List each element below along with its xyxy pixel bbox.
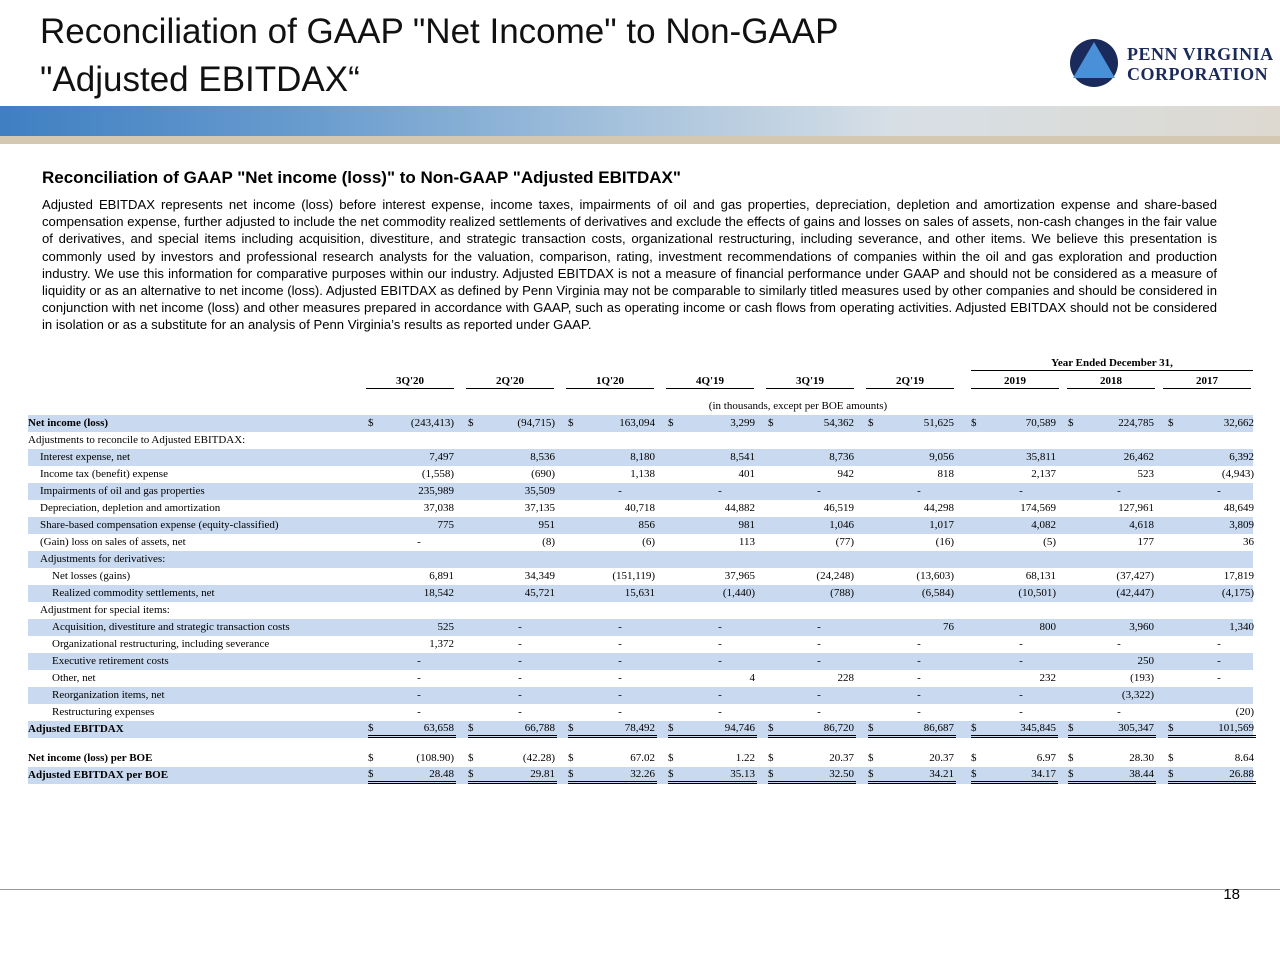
table-cell: - [618, 638, 622, 650]
table-cell: - [718, 621, 722, 633]
table-cell: (788) [830, 587, 854, 599]
table-cell: - [1217, 485, 1221, 497]
year-ended-header: Year Ended December 31, [971, 357, 1253, 371]
table-cell: - [917, 638, 921, 650]
table-cell: 8,736 [829, 451, 854, 463]
dollar-sign: $ [368, 417, 374, 429]
table-cell: (243,413) [410, 417, 454, 429]
row-label: Executive retirement costs [52, 655, 169, 667]
dollar-sign: $ [668, 417, 674, 429]
table-row [28, 500, 1253, 517]
table-cell: 4,618 [1129, 519, 1154, 531]
table-cell: 26.88 [1174, 767, 1254, 784]
table-cell: - [618, 672, 622, 684]
row-spacer [28, 738, 1253, 750]
title-line-1: Reconciliation of GAAP "Net Income" to Non-GAAP [40, 12, 839, 51]
table-cell: (20) [1235, 706, 1254, 718]
table-cell: - [618, 655, 622, 667]
row-label: Other, net [52, 672, 96, 684]
dollar-sign: $ [971, 417, 977, 429]
table-cell: - [817, 706, 821, 718]
table-row [28, 449, 1253, 466]
row-label: Adjustments to reconcile to Adjusted EBITDAX: [28, 434, 246, 446]
table-row [28, 585, 1253, 602]
row-label: Adjusted EBITDAX [28, 723, 124, 735]
table-cell: 800 [1039, 621, 1056, 633]
table-row [28, 568, 1253, 585]
row-label: Reorganization items, net [52, 689, 165, 701]
table-cell: 37,965 [724, 570, 755, 582]
row-label: Organizational restructuring, including severance [52, 638, 270, 650]
table-cell: 34,349 [524, 570, 555, 582]
table-cell: 20.37 [929, 752, 954, 764]
column-header: 2017 [1163, 375, 1251, 389]
table-cell: - [618, 689, 622, 701]
dollar-sign: $ [468, 752, 474, 764]
table-cell: 40,718 [624, 502, 655, 514]
table-cell: (4,175) [1221, 587, 1254, 599]
column-header: 2Q'20 [466, 375, 554, 389]
table-row [28, 415, 1253, 432]
table-cell: - [1217, 655, 1221, 667]
dollar-sign: $ [768, 767, 856, 784]
table-cell: 48,649 [1223, 502, 1254, 514]
dollar-sign: $ [668, 752, 674, 764]
table-cell: 3,299 [730, 417, 755, 429]
table-cell: 29.81 [475, 767, 555, 784]
table-cell: 51,625 [923, 417, 954, 429]
table-cell: 1,372 [429, 638, 454, 650]
table-cell: 46,519 [823, 502, 854, 514]
definition-paragraph: Adjusted EBITDAX represents net income (loss) before interest expense, income taxes, impairments of oil and gas properties, depreciation, depletion and amortization expense and share-based compensation expense, further adjusted to include the net commodity realized settlements of derivatives and exclude the effects of gains and losses on sales of assets, non-cash changes in the fair value of derivatives, and special items including acquisition, divestiture, and strategic transaction costs, organizational restructuring, including severance, and other items. We believe this presentation is commonly used by investors and professional research analysts for the valuation, comparison, rating, investment recommendations of companies within the oil and gas exploration and production industry. We use this information for comparative purposes within our industry. Adjusted EBITDAX is not a measure of financial performance under GAAP and should not be considered as a measure of liquidity or as an alternative to net income (loss). Adjusted EBITDAX as defined by Penn Virginia may not be comparable to similarly titled measures used by other companies and should be considered in conjunction with net income (loss) and other measures prepared in accordance with GAAP, such as operating income or cash flows from operating activities. Adjusted EBITDAX should not be considered in isolation or as a substitute for an analysis of Penn Virginia’s results as reported under GAAP. [42, 197, 1217, 333]
table-cell: 1.22 [735, 752, 755, 764]
table-cell: 3,809 [1229, 519, 1254, 531]
table-cell: 4 [749, 672, 755, 684]
table-cell: 8,536 [530, 451, 555, 463]
table-cell: (3,322) [1121, 689, 1154, 701]
table-cell: 15,631 [624, 587, 655, 599]
table-cell: (6,584) [921, 587, 954, 599]
table-cell: (42.28) [522, 752, 555, 764]
table-cell: 224,785 [1118, 417, 1154, 429]
dollar-sign: $ [868, 417, 874, 429]
table-cell: - [917, 485, 921, 497]
table-cell: - [1019, 638, 1023, 650]
table-cell: 26,462 [1123, 451, 1154, 463]
table-cell: - [1217, 638, 1221, 650]
table-cell: - [518, 621, 522, 633]
table-cell: 34.21 [874, 767, 954, 784]
table-cell: - [1117, 706, 1121, 718]
table-cell: - [718, 638, 722, 650]
dollar-sign: $ [868, 752, 874, 764]
logo-wordmark [1127, 44, 1274, 84]
table-cell: (77) [835, 536, 854, 548]
table-cell: 86,687 [874, 721, 954, 738]
table-cell: - [417, 655, 421, 667]
table-cell: (4,943) [1221, 468, 1254, 480]
table-cell: 28.48 [374, 767, 454, 784]
row-label: Income tax (benefit) expense [40, 468, 168, 480]
header-tan-stripe [0, 136, 1280, 144]
table-cell: - [718, 485, 722, 497]
table-cell: 401 [738, 468, 755, 480]
dollar-sign: $ [1168, 721, 1256, 738]
column-header: 3Q'20 [366, 375, 454, 389]
logo-emblem-icon [1068, 38, 1120, 88]
dollar-sign: $ [368, 767, 456, 784]
dollar-sign: $ [768, 752, 774, 764]
table-row [28, 704, 1253, 721]
table-cell: 44,882 [724, 502, 755, 514]
table-cell: 232 [1039, 672, 1056, 684]
dollar-sign: $ [1068, 767, 1156, 784]
page-title [40, 8, 838, 104]
table-cell: 6,392 [1229, 451, 1254, 463]
table-row [28, 432, 1253, 449]
table-cell: 67.02 [630, 752, 655, 764]
table-cell: 7,497 [429, 451, 454, 463]
row-label: Adjustment for special items: [40, 604, 170, 616]
row-label: (Gain) loss on sales of assets, net [40, 536, 186, 548]
table-cell: 818 [937, 468, 954, 480]
dollar-sign: $ [568, 752, 574, 764]
table-cell: 70,589 [1025, 417, 1056, 429]
row-label: Acquisition, divestiture and strategic transaction costs [52, 621, 290, 633]
table-cell: 76 [943, 621, 954, 633]
table-cell: (42,447) [1116, 587, 1154, 599]
table-cell: (16) [935, 536, 954, 548]
table-cell: 78,492 [575, 721, 655, 738]
table-row [28, 670, 1253, 687]
dollar-sign: $ [568, 721, 657, 738]
title-line-2: "Adjusted EBITDAX“ [40, 60, 360, 99]
table-cell: 38.44 [1074, 767, 1154, 784]
table-cell: 94,746 [675, 721, 755, 738]
table-cell: (5) [1043, 536, 1056, 548]
row-label: Net losses (gains) [52, 570, 131, 582]
dollar-sign: $ [971, 767, 1058, 784]
table-cell: 18,542 [423, 587, 454, 599]
table-row [28, 767, 1253, 784]
table-cell: 1,046 [829, 519, 854, 531]
table-cell: 44,298 [923, 502, 954, 514]
table-cell: 127,961 [1118, 502, 1154, 514]
table-cell: - [817, 655, 821, 667]
table-cell: 8,180 [630, 451, 655, 463]
dollar-sign: $ [368, 752, 374, 764]
table-cell: 37,038 [423, 502, 454, 514]
dollar-sign: $ [468, 417, 474, 429]
table-cell: 28.30 [1129, 752, 1154, 764]
table-cell: 20.37 [829, 752, 854, 764]
row-label: Net income (loss) [28, 417, 109, 429]
table-row [28, 750, 1253, 767]
row-label: Impairments of oil and gas properties [40, 485, 205, 497]
table-cell: - [518, 689, 522, 701]
table-row [28, 619, 1253, 636]
dollar-sign: $ [868, 721, 956, 738]
row-label: Interest expense, net [40, 451, 131, 463]
table-cell: 45,721 [524, 587, 555, 599]
table-cell: 163,094 [619, 417, 655, 429]
column-header: 1Q'20 [566, 375, 654, 389]
header-gradient-band [0, 106, 1280, 136]
table-cell: (10,501) [1018, 587, 1056, 599]
units-row [28, 391, 1253, 415]
dollar-sign: $ [971, 721, 1058, 738]
table-cell: 235,989 [418, 485, 454, 497]
row-label: Restructuring expenses [52, 706, 155, 718]
dollar-sign: $ [1068, 417, 1074, 429]
dollar-sign: $ [768, 417, 774, 429]
table-cell: (108.90) [416, 752, 454, 764]
table-cell: 86,720 [774, 721, 854, 738]
table-cell: 6,891 [429, 570, 454, 582]
dollar-sign: $ [468, 721, 557, 738]
table-cell: 525 [437, 621, 454, 633]
table-cell: 775 [437, 519, 454, 531]
column-header: 4Q'19 [666, 375, 754, 389]
table-cell: - [518, 706, 522, 718]
table-cell: 228 [837, 672, 854, 684]
reconciliation-table [28, 357, 1253, 784]
logo-line-2: CORPORATION [1127, 64, 1269, 84]
table-cell: - [417, 689, 421, 701]
column-header: 2Q'19 [866, 375, 954, 389]
dollar-sign: $ [668, 721, 757, 738]
table-cell: - [917, 706, 921, 718]
table-cell: - [1019, 485, 1023, 497]
table-cell: 2,137 [1031, 468, 1056, 480]
table-cell: - [1117, 485, 1121, 497]
table-cell: 4,082 [1031, 519, 1056, 531]
row-label: Net income (loss) per BOE [28, 752, 153, 764]
table-cell: - [1117, 638, 1121, 650]
table-cell: - [1019, 655, 1023, 667]
table-cell: 3,960 [1129, 621, 1154, 633]
table-row [28, 534, 1253, 551]
table-cell: - [817, 485, 821, 497]
table-cell: 9,056 [929, 451, 954, 463]
table-cell: 8.64 [1234, 752, 1254, 764]
table-cell: 8,541 [730, 451, 755, 463]
table-body [28, 415, 1253, 784]
table-row [28, 721, 1253, 738]
table-cell: 305,347 [1074, 721, 1154, 738]
dollar-sign: $ [468, 767, 557, 784]
table-cell: - [1217, 672, 1221, 684]
table-cell: - [417, 706, 421, 718]
table-cell: (151,119) [612, 570, 655, 582]
table-cell: - [817, 621, 821, 633]
table-row [28, 517, 1253, 534]
dollar-sign: $ [1168, 417, 1174, 429]
row-label: Realized commodity settlements, net [52, 587, 215, 599]
table-row [28, 602, 1253, 619]
table-cell: 1,138 [630, 468, 655, 480]
table-cell: - [518, 655, 522, 667]
table-cell: 32.26 [575, 767, 655, 784]
table-cell: - [917, 655, 921, 667]
table-cell: 856 [638, 519, 655, 531]
table-cell: 54,362 [823, 417, 854, 429]
table-cell: (24,248) [816, 570, 854, 582]
footer-divider [0, 889, 1280, 890]
table-cell: 34.17 [976, 767, 1056, 784]
table-row [28, 653, 1253, 670]
table-cell: - [1019, 706, 1023, 718]
table-cell: - [417, 536, 421, 548]
table-cell: (13,603) [916, 570, 954, 582]
table-cell: (1,440) [722, 587, 755, 599]
table-cell: 174,569 [1020, 502, 1056, 514]
table-cell: - [618, 621, 622, 633]
table-cell: - [917, 689, 921, 701]
dollar-sign: $ [1168, 767, 1256, 784]
table-cell: - [817, 638, 821, 650]
table-cell: 68,131 [1025, 570, 1056, 582]
dollar-sign: $ [868, 767, 956, 784]
column-header-row [28, 371, 1253, 391]
table-row [28, 687, 1253, 704]
column-header: 3Q'19 [766, 375, 854, 389]
table-cell: - [917, 672, 921, 684]
units-note: (in thousands, except per BOE amounts) [708, 400, 888, 412]
table-cell: (94,715) [517, 417, 555, 429]
section-subtitle: Reconciliation of GAAP "Net income (loss)" to Non-GAAP "Adjusted EBITDAX" [42, 168, 681, 187]
table-cell: - [518, 672, 522, 684]
table-cell: 250 [1137, 655, 1154, 667]
table-cell: 36 [1243, 536, 1254, 548]
table-cell: - [817, 689, 821, 701]
table-cell: - [618, 706, 622, 718]
dollar-sign: $ [568, 767, 657, 784]
table-cell: 63,658 [374, 721, 454, 738]
table-cell: 345,845 [976, 721, 1056, 738]
table-cell: 1,017 [929, 519, 954, 531]
table-cell: - [718, 689, 722, 701]
table-cell: (37,427) [1116, 570, 1154, 582]
table-cell: 66,788 [475, 721, 555, 738]
table-cell: 981 [738, 519, 755, 531]
row-label: Adjustments for derivatives: [40, 553, 166, 565]
table-row [28, 483, 1253, 500]
table-cell: - [417, 672, 421, 684]
table-cell: (690) [531, 468, 555, 480]
table-cell: (8) [542, 536, 555, 548]
table-cell: 35,811 [1026, 451, 1056, 463]
table-cell: 177 [1137, 536, 1154, 548]
table-cell: - [618, 485, 622, 497]
table-cell: - [718, 706, 722, 718]
dollar-sign: $ [1068, 752, 1074, 764]
dollar-sign: $ [1068, 721, 1156, 738]
table-cell: 113 [738, 536, 755, 548]
table-row [28, 466, 1253, 483]
year-header-row [28, 357, 1253, 371]
table-cell: 101,569 [1174, 721, 1254, 738]
table-cell: (6) [642, 536, 655, 548]
table-cell: 32.50 [774, 767, 854, 784]
table-cell: 523 [1137, 468, 1154, 480]
table-cell: - [718, 655, 722, 667]
table-cell: 951 [538, 519, 555, 531]
dollar-sign: $ [1168, 752, 1174, 764]
table-cell: 6.97 [1036, 752, 1056, 764]
table-cell: 942 [837, 468, 854, 480]
dollar-sign: $ [668, 767, 757, 784]
row-label: Depreciation, depletion and amortization [40, 502, 221, 514]
table-cell: (1,558) [421, 468, 454, 480]
table-cell: 1,340 [1229, 621, 1254, 633]
row-label: Adjusted EBITDAX per BOE [28, 769, 169, 781]
table-cell: 17,819 [1223, 570, 1254, 582]
table-cell: 35,509 [524, 485, 555, 497]
table-cell: - [518, 638, 522, 650]
column-header: 2018 [1067, 375, 1155, 389]
table-cell: (193) [1130, 672, 1154, 684]
dollar-sign: $ [971, 752, 977, 764]
dollar-sign: $ [768, 721, 856, 738]
table-cell: 35.13 [675, 767, 755, 784]
dollar-sign: $ [368, 721, 456, 738]
page-number: 18 [1223, 886, 1240, 903]
dollar-sign: $ [568, 417, 574, 429]
table-cell: - [1019, 689, 1023, 701]
table-row [28, 636, 1253, 653]
column-header: 2019 [971, 375, 1059, 389]
table-cell: 37,135 [524, 502, 555, 514]
table-row [28, 551, 1253, 568]
row-label: Share-based compensation expense (equity-classified) [40, 519, 279, 531]
logo-line-1: PENN VIRGINIA [1127, 44, 1274, 64]
table-cell: 32,662 [1223, 417, 1254, 429]
